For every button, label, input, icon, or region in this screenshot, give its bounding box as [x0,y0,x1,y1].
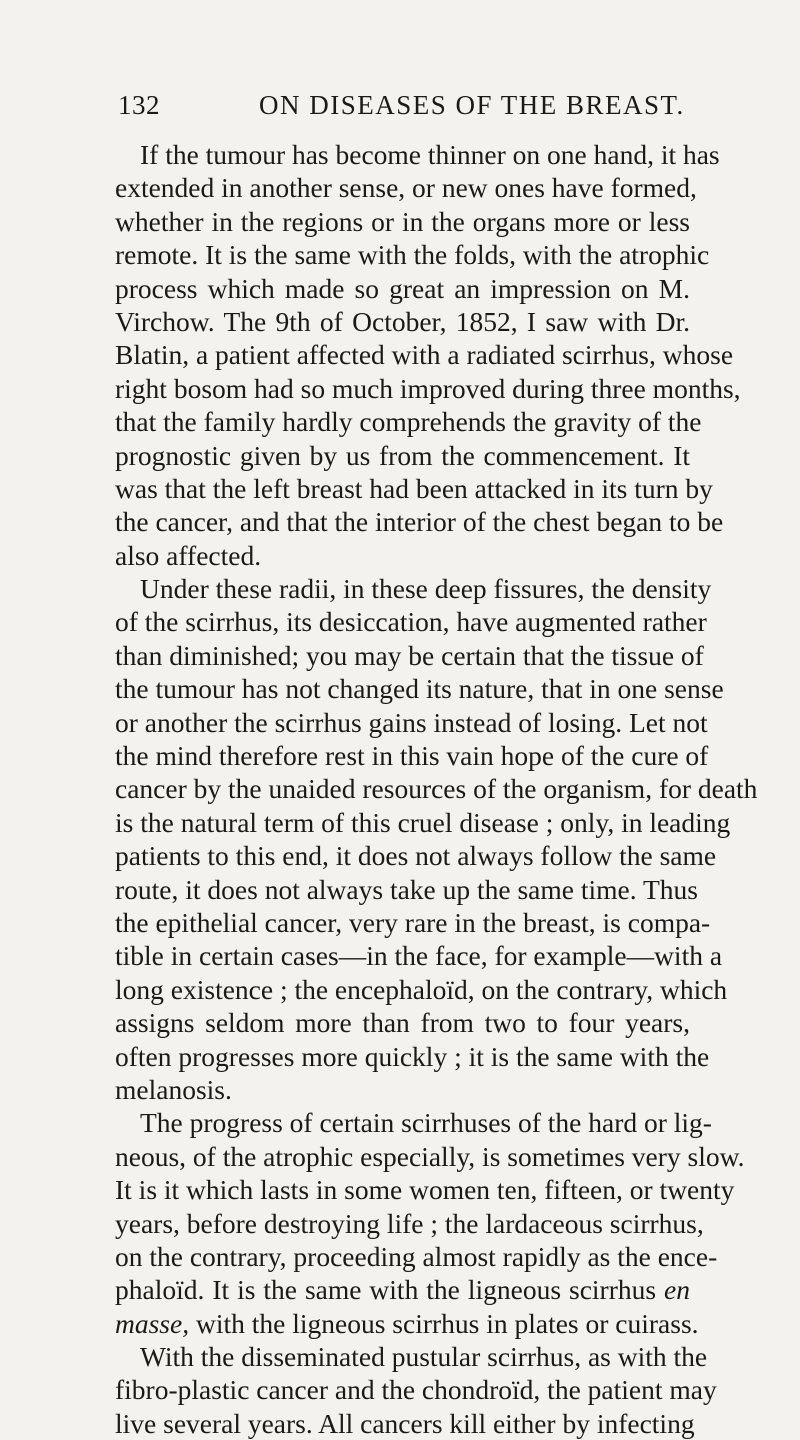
text-line: the cancer, and that the interior of the chest began to be [115,506,724,538]
text-line: process which made so great an impression on M. [115,272,690,304]
text-line: is the natural term of this cruel disease ; only, in leading [115,806,731,838]
text-line: the mind therefore rest in this vain hope of the cure of [115,740,709,772]
body-text [115,138,758,1440]
text-line: Under these radii, in these deep fissures, the density [140,573,712,605]
text-line [115,1273,690,1306]
text-line: long existence ; the encephaloïd, on the contrary, which [115,973,728,1005]
text-line: was that the left breast had been attacked in its turn by [115,472,713,504]
text-line: It is it which lasts in some women ten, fifteen, or twenty [115,1174,735,1206]
running-title: ON DISEASES OF THE BREAST. [259,90,685,120]
text-line: patients to this end, it does not always follow the same [115,840,717,872]
text-line: of the scirrhus, its desiccation, have augmented rather [115,606,707,638]
text-line: Virchow. The 9th of October, 1852, I saw with Dr. [115,305,690,337]
text-line: right bosom had so much improved during three months, [115,372,741,404]
text-line: often progresses more quickly ; it is the same with the [115,1040,710,1072]
page-number: 132 [118,90,160,120]
text-line [115,1307,699,1340]
text-line: Blatin, a patient affected with a radiated scirrhus, whose [115,339,734,371]
text-segment: with the ligneous scirrhus in plates or cuirass. [189,1307,699,1339]
text-line: extended in another sense, or new ones have formed, [115,172,697,204]
text-line: tible in certain cases—in the face, for example—with a [115,940,723,972]
text-line: prognostic given by us from the commencement. It [115,439,690,471]
text-line: cancer by the unaided resources of the organism, for death [115,773,758,805]
text-line: years, before destroying life ; the lardaceous scirrhus, [115,1207,704,1239]
text-line: on the contrary, proceeding almost rapidly as the ence- [115,1240,718,1272]
text-line: also affected. [115,539,262,571]
text-line: whether in the regions or in the organs more or less [115,205,690,237]
text-line: With the disseminated pustular scirrhus, as with the [140,1341,708,1373]
text-line: or another the scirrhus gains instead of losing. Let not [115,706,708,738]
italic-word: masse, [115,1307,190,1339]
text-line: that the family hardly comprehends the gravity of the [115,406,702,438]
text-line: neous, of the atrophic especially, is sometimes very slow. [115,1140,745,1172]
text-line: than diminished; you may be certain that the tissue of [115,639,704,671]
text-line: If the tumour has become thinner on one hand, it has [140,139,720,170]
text-segment: phaloïd. It is the same with the ligneous scirrhus [115,1274,657,1306]
text-line: the epithelial cancer, very rare in the breast, is compa- [115,906,711,938]
text-line: remote. It is the same with the folds, with the atrophic [115,239,710,271]
text-line: route, it does not always take up the same time. Thus [115,873,698,905]
text-line: fibro-plastic cancer and the chondroïd, the patient may [115,1374,717,1406]
italic-word: en [664,1274,691,1306]
text-line: The progress of certain scirrhuses of the hard or lig- [140,1107,712,1139]
text-line: the tumour has not changed its nature, that in one sense [115,673,724,705]
text-line: live several years. All cancers kill either by infecting [115,1407,695,1439]
text-line: melanosis. [115,1073,232,1105]
page-header [118,90,688,126]
text-line: assigns seldom more than from two to four years, [115,1007,690,1039]
